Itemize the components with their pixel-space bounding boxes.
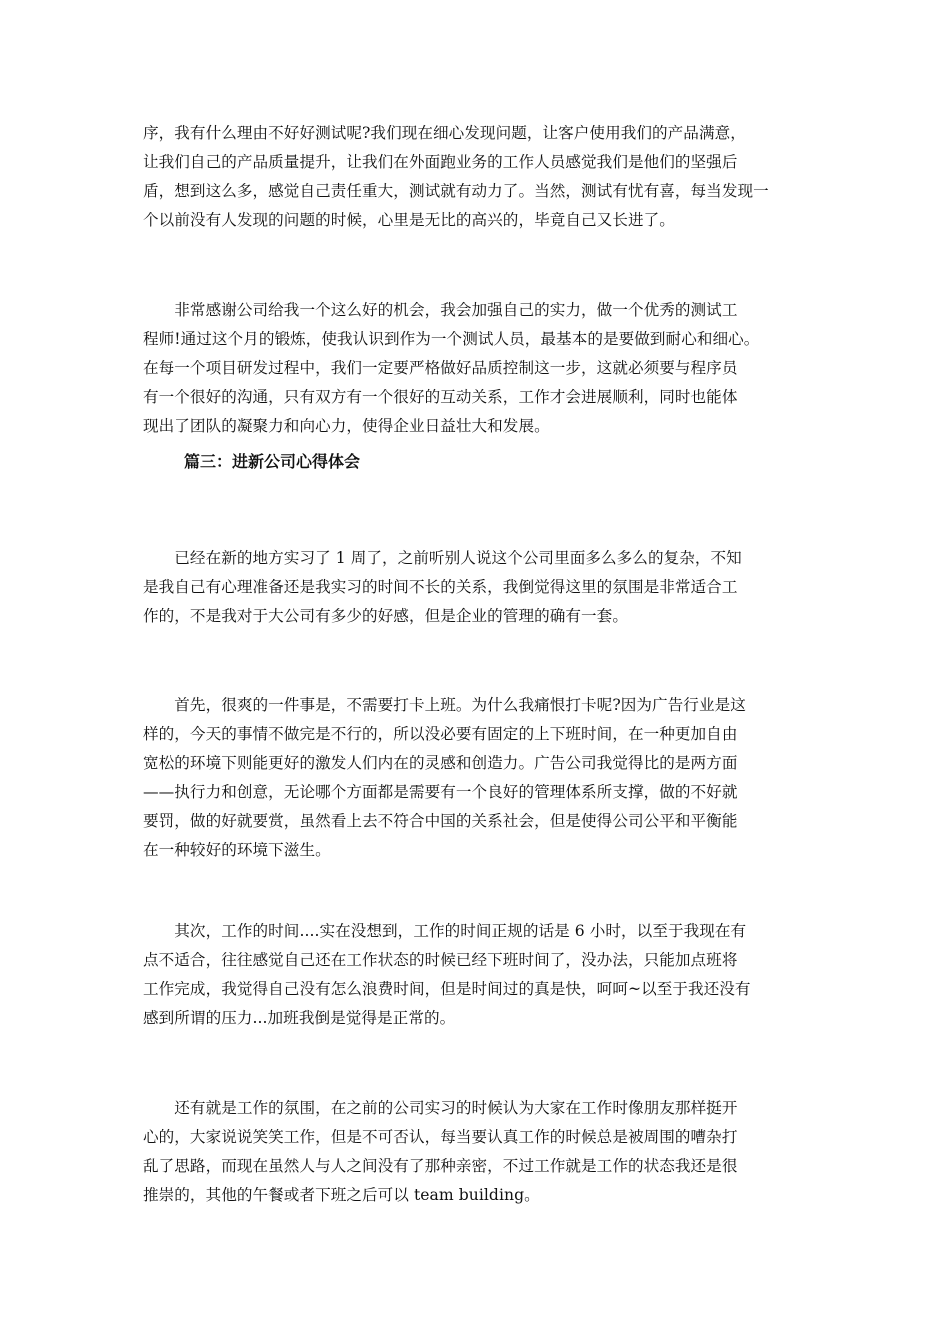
paragraph-line: 在每一个项目研发过程中，我们一定要严格做好品质控制这一步，这就必须要与程序员: [143, 359, 738, 377]
paragraph-line: 点不适合，往往感觉自己还在工作状态的时候已经下班时间了，没办法，只能加点班将: [143, 951, 738, 969]
paragraph-3: [143, 544, 813, 631]
paragraph-line: 感到所谓的压力...加班我倒是觉得是正常的。: [143, 1009, 456, 1027]
paragraph-line: 推崇的，其他的午餐或者下班之后可以 team building。: [143, 1186, 540, 1204]
paragraph-line: 序，我有什么理由不好好测试呢?我们现在细心发现问题，让客户使用我们的产品满意，: [143, 124, 746, 142]
paragraph-line: 是我自己有心理准备还是我实习的时间不长的关系，我倒觉得这里的氛围是非常适合工: [143, 578, 738, 596]
paragraph-4: [143, 691, 813, 865]
paragraph-1: [143, 119, 813, 235]
paragraph-5: [143, 917, 813, 1033]
paragraph-line: 作的，不是我对于大公司有多少的好感，但是企业的管理的确有一套。: [143, 607, 628, 625]
paragraph-line: 现出了团队的凝聚力和向心力，使得企业日益壮大和发展。: [143, 417, 550, 435]
paragraph-line: 心的，大家说说笑笑工作，但是不可否认，每当要认真工作的时候总是被周围的嘈杂打: [143, 1128, 738, 1146]
paragraph-line: 已经在新的地方实习了 1 周了，之前听别人说这个公司里面多么多么的复杂，不知: [143, 549, 742, 567]
paragraph-line: 让我们自己的产品质量提升，让我们在外面跑业务的工作人员感觉我们是他们的坚强后: [143, 153, 738, 171]
paragraph-line: 个以前没有人发现的问题的时候，心里是无比的高兴的，毕竟自己又长进了。: [143, 211, 675, 229]
paragraph-6: [143, 1094, 813, 1210]
paragraph-line: ——执行力和创意，无论哪个方面都是需要有一个良好的管理体系所支撑，做的不好就: [143, 783, 738, 801]
paragraph-line: 程师!通过这个月的锻炼，使我认识到作为一个测试人员，最基本的是要做到耐心和细心。: [143, 330, 760, 348]
paragraph-line: 非常感谢公司给我一个这么好的机会，我会加强自己的实力，做一个优秀的测试工: [143, 301, 738, 319]
paragraph-line: 有一个很好的沟通，只有双方有一个很好的互动关系，工作才会进展顺利，同时也能体: [143, 388, 738, 406]
paragraph-line: 乱了思路，而现在虽然人与人之间没有了那种亲密，不过工作就是工作的状态我还是很: [143, 1157, 738, 1175]
paragraph-line: 在一种较好的环境下滋生。: [143, 841, 331, 859]
paragraph-line: 样的，今天的事情不做完是不行的，所以没必要有固定的上下班时间，在一种更加自由: [143, 725, 738, 743]
paragraph-line: 工作完成，我觉得自己没有怎么浪费时间，但是时间过的真是快，呵呵~以至于我还没有: [143, 980, 751, 998]
paragraph-line: 盾，想到这么多，感觉自己责任重大，测试就有动力了。当然，测试有忧有喜，每当发现一: [143, 182, 769, 200]
paragraph-line: 要罚，做的好就要赏，虽然看上去不符合中国的关系社会，但是使得公司公平和平衡能: [143, 812, 738, 830]
paragraph-line: 其次，工作的时间....实在没想到，工作的时间正规的话是 6 小时，以至于我现在有: [143, 922, 747, 940]
paragraph-2: [143, 296, 813, 441]
paragraph-line: 首先，很爽的一件事是，不需要打卡上班。为什么我痛恨打卡呢?因为广告行业是这: [143, 696, 746, 714]
paragraph-line: 宽松的环境下则能更好的激发人们内在的灵感和创造力。广告公司我觉得比的是两方面: [143, 754, 738, 772]
paragraph-line: 还有就是工作的氛围，在之前的公司实习的时候认为大家在工作时像朋友那样挺开: [143, 1099, 738, 1117]
section-heading: 篇三：进新公司心得体会: [184, 452, 361, 471]
